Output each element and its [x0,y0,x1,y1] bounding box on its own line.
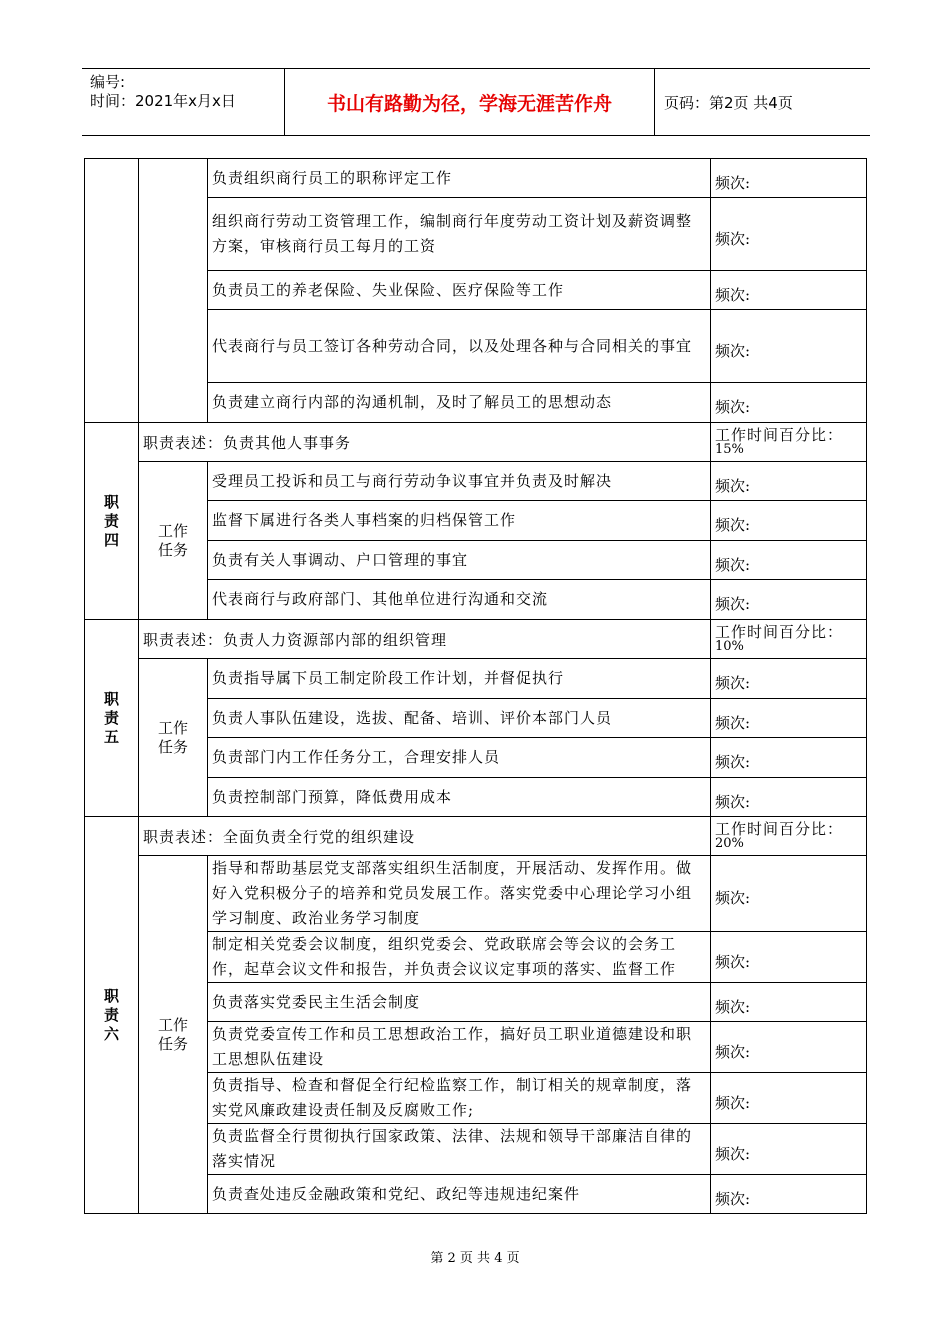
page-info: 页码：第2页 共4页 [664,93,793,112]
frequency-cell: 频次: [711,462,867,501]
page-footer: 第 2 页 共 4 页 [430,1251,520,1266]
table-row [85,159,867,198]
time-percentage: 工作时间百分比： 15% [711,423,867,462]
task-cell: 负责控制部门预算，降低费用成本 [208,778,711,817]
task-cell: 代表商行与员工签订各种劳动合同，以及处理各种与合同相关的事宜 [208,310,711,383]
task-cell: 负责有关人事调动、户口管理的事宜 [208,541,711,580]
frequency-cell: 频次: [711,271,867,310]
task-cell: 负责党委宣传工作和员工思想政治工作，搞好员工职业道德建设和职工思想队伍建设 [208,1022,711,1073]
table-row [85,817,867,856]
work-task-label: 工作 任务 [139,659,208,817]
task-cell: 负责指导属下员工制定阶段工作计划，并督促执行 [208,659,711,699]
frequency-cell: 频次: [711,159,867,198]
frequency-cell: 频次: [711,856,867,932]
table-row [85,620,867,659]
task-cell: 负责建立商行内部的沟通机制，及时了解员工的思想动态 [208,383,711,423]
duty-statement: 职责表述：负责其他人事事务 [139,423,711,462]
task-cell: 负责组织商行员工的职称评定工作 [208,159,711,198]
frequency-cell: 频次: [711,310,867,383]
frequency-cell: 频次: [711,1124,867,1175]
frequency-cell: 频次: [711,932,867,983]
frequency-cell: 频次: [711,580,867,620]
task-cell: 受理员工投诉和员工与商行劳动争议事宜并负责及时解决 [208,462,711,501]
table-row [85,423,867,462]
date-label: 时间：2021年x月x日 [90,92,236,110]
frequency-cell: 频次: [711,1175,867,1214]
header-divider [654,69,655,135]
duty-four-label: 职 责 四 [85,423,139,620]
duty-six-label: 职 责 六 [85,817,139,1214]
task-cell: 负责监督全行贯彻执行国家政策、法律、法规和领导干部廉洁自律的落实情况 [208,1124,711,1175]
task-cell: 负责部门内工作任务分工，合理安排人员 [208,738,711,778]
frequency-cell: 频次: [711,983,867,1022]
frequency-cell: 频次: [711,699,867,738]
duty-statement: 职责表述：负责人力资源部内部的组织管理 [139,620,711,659]
frequency-cell: 频次: [711,1073,867,1124]
frequency-cell: 频次: [711,778,867,817]
work-task-label: 工作 任务 [139,856,208,1214]
task-cell: 制定相关党委会议制度，组织党委会、党政联席会等会议的会务工作，起草会议文件和报告，并负责会议议定事项的落实、监督工作 [208,932,711,983]
table-row [85,462,867,501]
page-header [82,68,870,136]
task-cell: 代表商行与政府部门、其他单位进行沟通和交流 [208,580,711,620]
motto: 书山有路勤为径，学海无涯苦作舟 [326,92,612,115]
time-percentage: 工作时间百分比： 20% [711,817,867,856]
duty-five-label: 职 责 五 [85,620,139,817]
frequency-cell: 频次: [711,541,867,580]
duty-table [84,158,867,1214]
sub-cell [139,159,208,423]
task-cell: 组织商行劳动工资管理工作，编制商行年度劳动工资计划及薪资调整方案，审核商行员工每月的工资 [208,198,711,271]
table-row [85,856,867,932]
task-cell: 指导和帮助基层党支部落实组织生活制度，开展活动、发挥作用。做好入党积极分子的培养和党员发展工作。落实党委中心理论学习小组学习制度、政治业务学习制度 [208,856,711,932]
duty-statement: 职责表述：全面负责全行党的组织建设 [139,817,711,856]
task-cell: 负责员工的养老保险、失业保险、医疗保险等工作 [208,271,711,310]
frequency-cell: 频次: [711,659,867,699]
task-cell: 负责指导、检查和督促全行纪检监察工作，制订相关的规章制度，落实党风廉政建设责任制及反腐败工作; [208,1073,711,1124]
frequency-cell: 频次: [711,738,867,778]
table-row [85,659,867,699]
task-cell: 负责落实党委民主生活会制度 [208,983,711,1022]
frequency-cell: 频次: [711,383,867,423]
time-percentage: 工作时间百分比： 10% [711,620,867,659]
frequency-cell: 频次: [711,501,867,541]
group-cell [85,159,139,423]
frequency-cell: 频次: [711,1022,867,1073]
task-cell: 负责查处违反金融政策和党纪、政纪等违规违纪案件 [208,1175,711,1214]
number-label: 编号: [90,73,126,91]
work-task-label: 工作 任务 [139,462,208,620]
task-cell: 监督下属进行各类人事档案的归档保管工作 [208,501,711,541]
header-meta [90,73,282,111]
frequency-cell: 频次: [711,198,867,271]
task-cell: 负责人事队伍建设，选拔、配备、培训、评价本部门人员 [208,699,711,738]
